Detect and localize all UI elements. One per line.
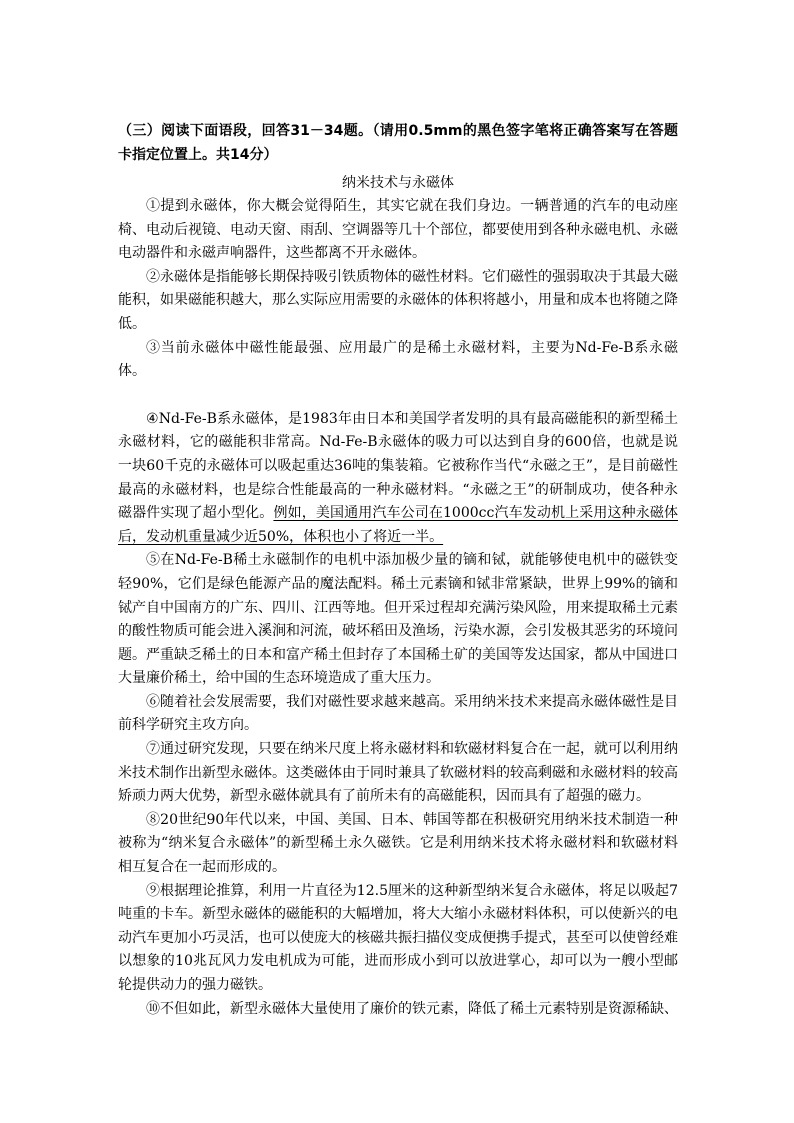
paragraph-2: ②永磁体是指能够长期保持吸引铁质物体的磁性材料。它们磁性的强弱取决于其最大磁能积，如果磁能积越大，那么实际应用需要的永磁体的体积将越小，用量和成本也将随之降低。 [118, 268, 678, 332]
paragraph-6: ⑥随着社会发展需要，我们对磁性要求越来越高。采用纳米技术来提高永磁体磁性是目前科学研究主攻方向。 [118, 693, 678, 734]
paragraph-9: ⑨根据理论推算，利用一片直径为12.5厘米的这种新型纳米复合永磁体，将足以吸起7吨重的卡车。新型永磁体的磁能积的大幅增加，将大大缩小永磁材料体积，可以使新兴的电动汽车更加小巧灵活，也可以使庞大的核磁共振扫描仪变成便携手提式，甚至可以使曾经难以想象的10兆瓦风力发电机成为可能，进而形成小到可以放进掌心，却可以为一艘小型邮轮提供动力的强力磁铁。 [118, 882, 678, 993]
paragraph-3: ③当前永磁体中磁性能最强、应用最广的是稀土永磁材料，主要为Nd-Fe-B系永磁体。 [118, 339, 678, 380]
paragraph-5: ⑤在Nd-Fe-B稀土永磁制作的电机中添加极少量的镝和铽，就能够使电机中的磁铁变轻90%，它们是绿色能源产品的魔法配料。稀土元素镝和铽非常紧缺，世界上99%的镝和铽产自中国南方的广东、四川、江西等地。但开采过程却充满污染风险，用来提取稀土元素的酸性物质可能会进入溪涧和河流，破坏稻田及渔场，污染水源，会引发极其恶劣的环境问题。严重缺乏稀土的日本和富产稀土但封存了本国稀土矿的美国等发达国家，都从中国进口大量廉价稀土，给中国的生态环境造成了重大压力。 [118, 552, 678, 687]
paragraph-4-underlined-sentence: 例如，美国通用汽车公司在1000cc汽车发动机上采用这种永磁体后，发动机重量减少近50%，体积也小了将近一半。 [118, 505, 679, 545]
blank-line [118, 384, 678, 408]
article-title: 纳米技术与永磁体 [342, 175, 454, 191]
document-page [118, 119, 678, 1021]
paragraph-10: ⑩不但如此，新型永磁体大量使用了廉价的铁元素，降低了稀土元素特别是资源稀缺、 [146, 1000, 678, 1017]
paragraph-8: ⑧20世纪90年代以来，中国、美国、日本、韩国等都在积极研究用纳米技术制造一种被称为“纳米复合永磁体”的新型稀土永久磁铁。它是利用纳米技术将永磁材料和软磁材料相互复合在一起而形成的。 [118, 811, 678, 876]
question-heading: （三）阅读下面语段，回答31－34题。（请用0.5mm的黑色签字笔将正确答案写在答题卡指定位置上。共14分） [118, 123, 678, 163]
paragraph-4-text: ④Nd-Fe-B系永磁体，是1983年由日本和美国学者发明的具有最高磁能积的新型稀土永磁材料，它的磁能积非常高。Nd-Fe-B永磁体的吸力可以达到自身的600倍，也就是说一块60千克的永磁体可以吸起重达36吨的集装箱。它被称作当代“永磁之王”，是目前磁性最高的永磁材料，也是综合性能最高的一种永磁材料。“永磁之王”的研制成功，使各种永磁器件实现了超小型化。 [118, 410, 678, 522]
paragraph-4 [118, 408, 678, 550]
paragraph-7: ⑦通过研究发现，只要在纳米尺度上将永磁材料和软磁材料复合在一起，就可以利用纳米技术制作出新型永磁体。这类磁体由于同时兼具了软磁材料的较高剩磁和永磁材料的较高矫顽力两大优势，新型永磁体就具有了前所未有的高磁能积，因而具有了超强的磁力。 [118, 741, 678, 805]
paragraph-1: ①提到永磁体，你大概会觉得陌生，其实它就在我们身边。一辆普通的汽车的电动座椅、电动后视镜、电动天窗、雨刮、空调器等几十个部位，都要使用到各种永磁电机、永磁电动器件和永磁声响器件，这些都离不开永磁体。 [118, 198, 678, 262]
